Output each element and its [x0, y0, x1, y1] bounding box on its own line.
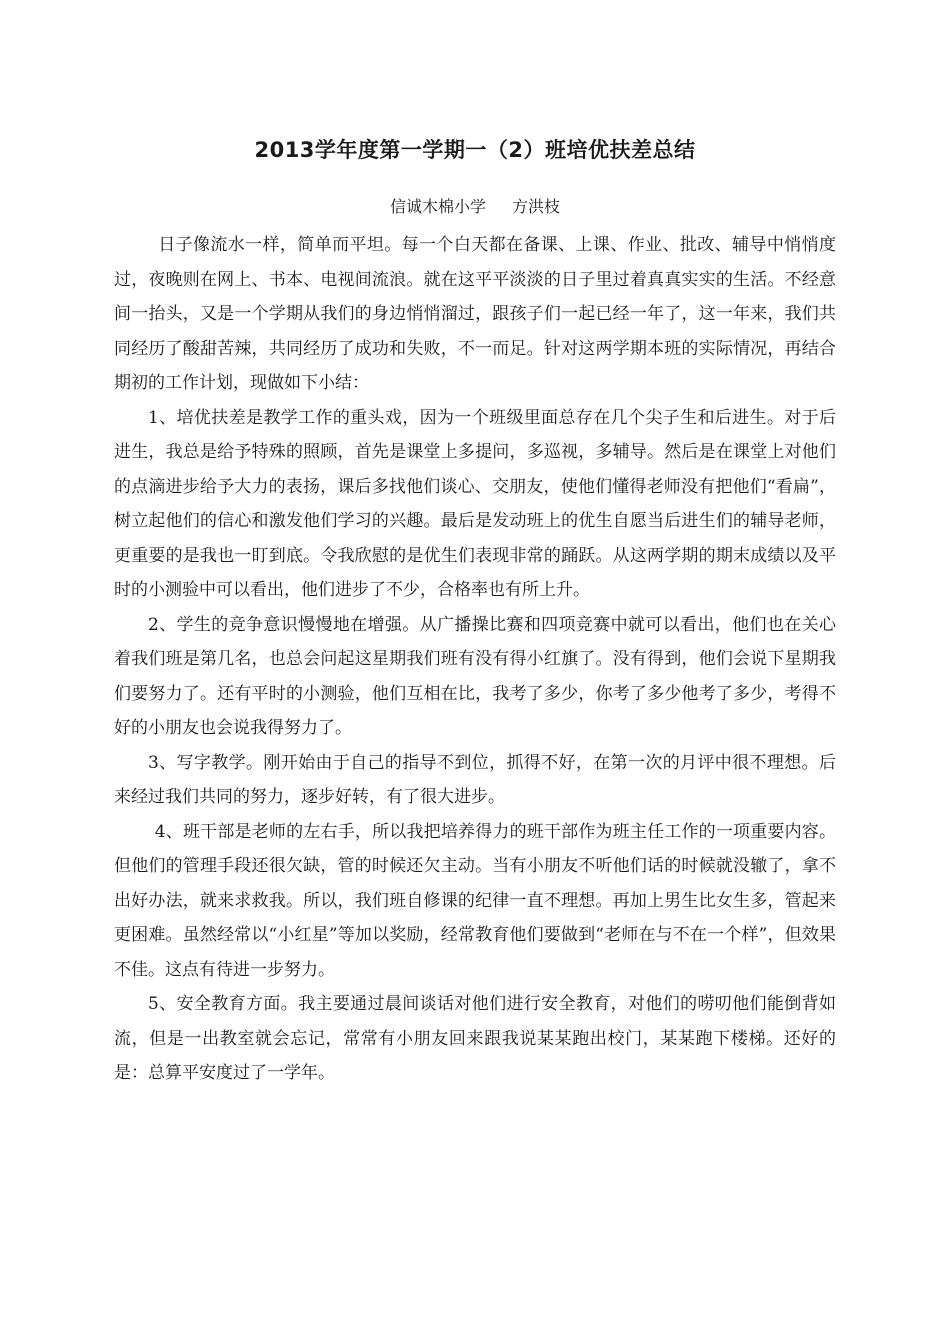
paragraph-point-2: 2、学生的竞争意识慢慢地在增强。从广播操比赛和四项竞赛中就可以看出，他们也在关心着我们班是第几名，也总会问起这星期我们班有没有得小红旗了。没有得到，他们会说下星期我们要努力了。还有平时的小测验，他们互相在比，我考了多少，你考了多少他考了多少，考得不好的小朋友也会说我得努力了。 — [114, 614, 836, 738]
paragraph-intro: 日子像流水一样，简单而平坦。每一个白天都在备课、上课、作业、批改、辅导中悄悄度过，夜晚则在网上、书本、电视间流浪。就在这平平淡淡的日子里过着真真实实的生活。不经意间一抬头，又是一个学期从我们的身边悄悄溜过，跟孩子们一起已经一年了，这一年来，我们共同经历了酸甜苦辣，共同经历了成功和失败，不一而足。针对这两学期本班的实际情况，再结合期初的工作计划，现做如下小结： — [114, 235, 836, 393]
author-name: 方洪枝 — [512, 197, 561, 216]
document-title: 2013学年度第一学期一（2）班培优扶差总结 — [254, 138, 696, 162]
byline — [114, 190, 836, 224]
paragraph-point-3: 3、写字教学。刚开始由于自己的指导不到位，抓得不好，在第一次的月评中很不理想。后来经过我们共同的努力，逐步好转，有了很大进步。 — [114, 752, 836, 807]
school-name: 信诚木棉小学 — [389, 197, 486, 216]
paragraph-point-4: 4、班干部是老师的左右手，所以我把培养得力的班干部作为班主任工作的一项重要内容。但他们的管理手段还很欠缺，管的时候还欠主动。当有小朋友不听他们话的时候就没辙了，拿不出好办法，就来求救我。所以，我们班自修课的纪律一直不理想。再加上男生比女生多，管起来更困难。虽然经常以“小红星”等加以奖励，经常教育他们要做到“老师在与不在一个样”，但效果不佳。这点有待进一步努力。 — [114, 821, 836, 980]
document-page — [114, 130, 836, 1091]
paragraph-point-1: 1、培优扶差是教学工作的重头戏，因为一个班级里面总存在几个尖子生和后进生。对于后进生，我总是给予特殊的照顾，首先是课堂上多提问，多巡视，多辅导。然后是在课堂上对他们的点滴进步给予大力的表扬，课后多找他们谈心、交朋友，使他们懂得老师没有把他们“看扁”，树立起他们的信心和激发他们学习的兴趣。最后是发动班上的优生自愿当后进生们的辅导老师，更重要的是我也一盯到底。令我欣慰的是优生们表现非常的踊跃。从这两学期的期末成绩以及平时的小测验中可以看出，他们进步了不少，合格率也有所上升。 — [114, 407, 836, 600]
paragraph-point-5: 5、安全教育方面。我主要通过晨间谈话对他们进行安全教育，对他们的唠叨他们能倒背如流，但是一出教室就会忘记，常常有小朋友回来跟我说某某跑出校门，某某跑下楼梯。还好的是：总算平安度过了一学年。 — [114, 994, 836, 1083]
